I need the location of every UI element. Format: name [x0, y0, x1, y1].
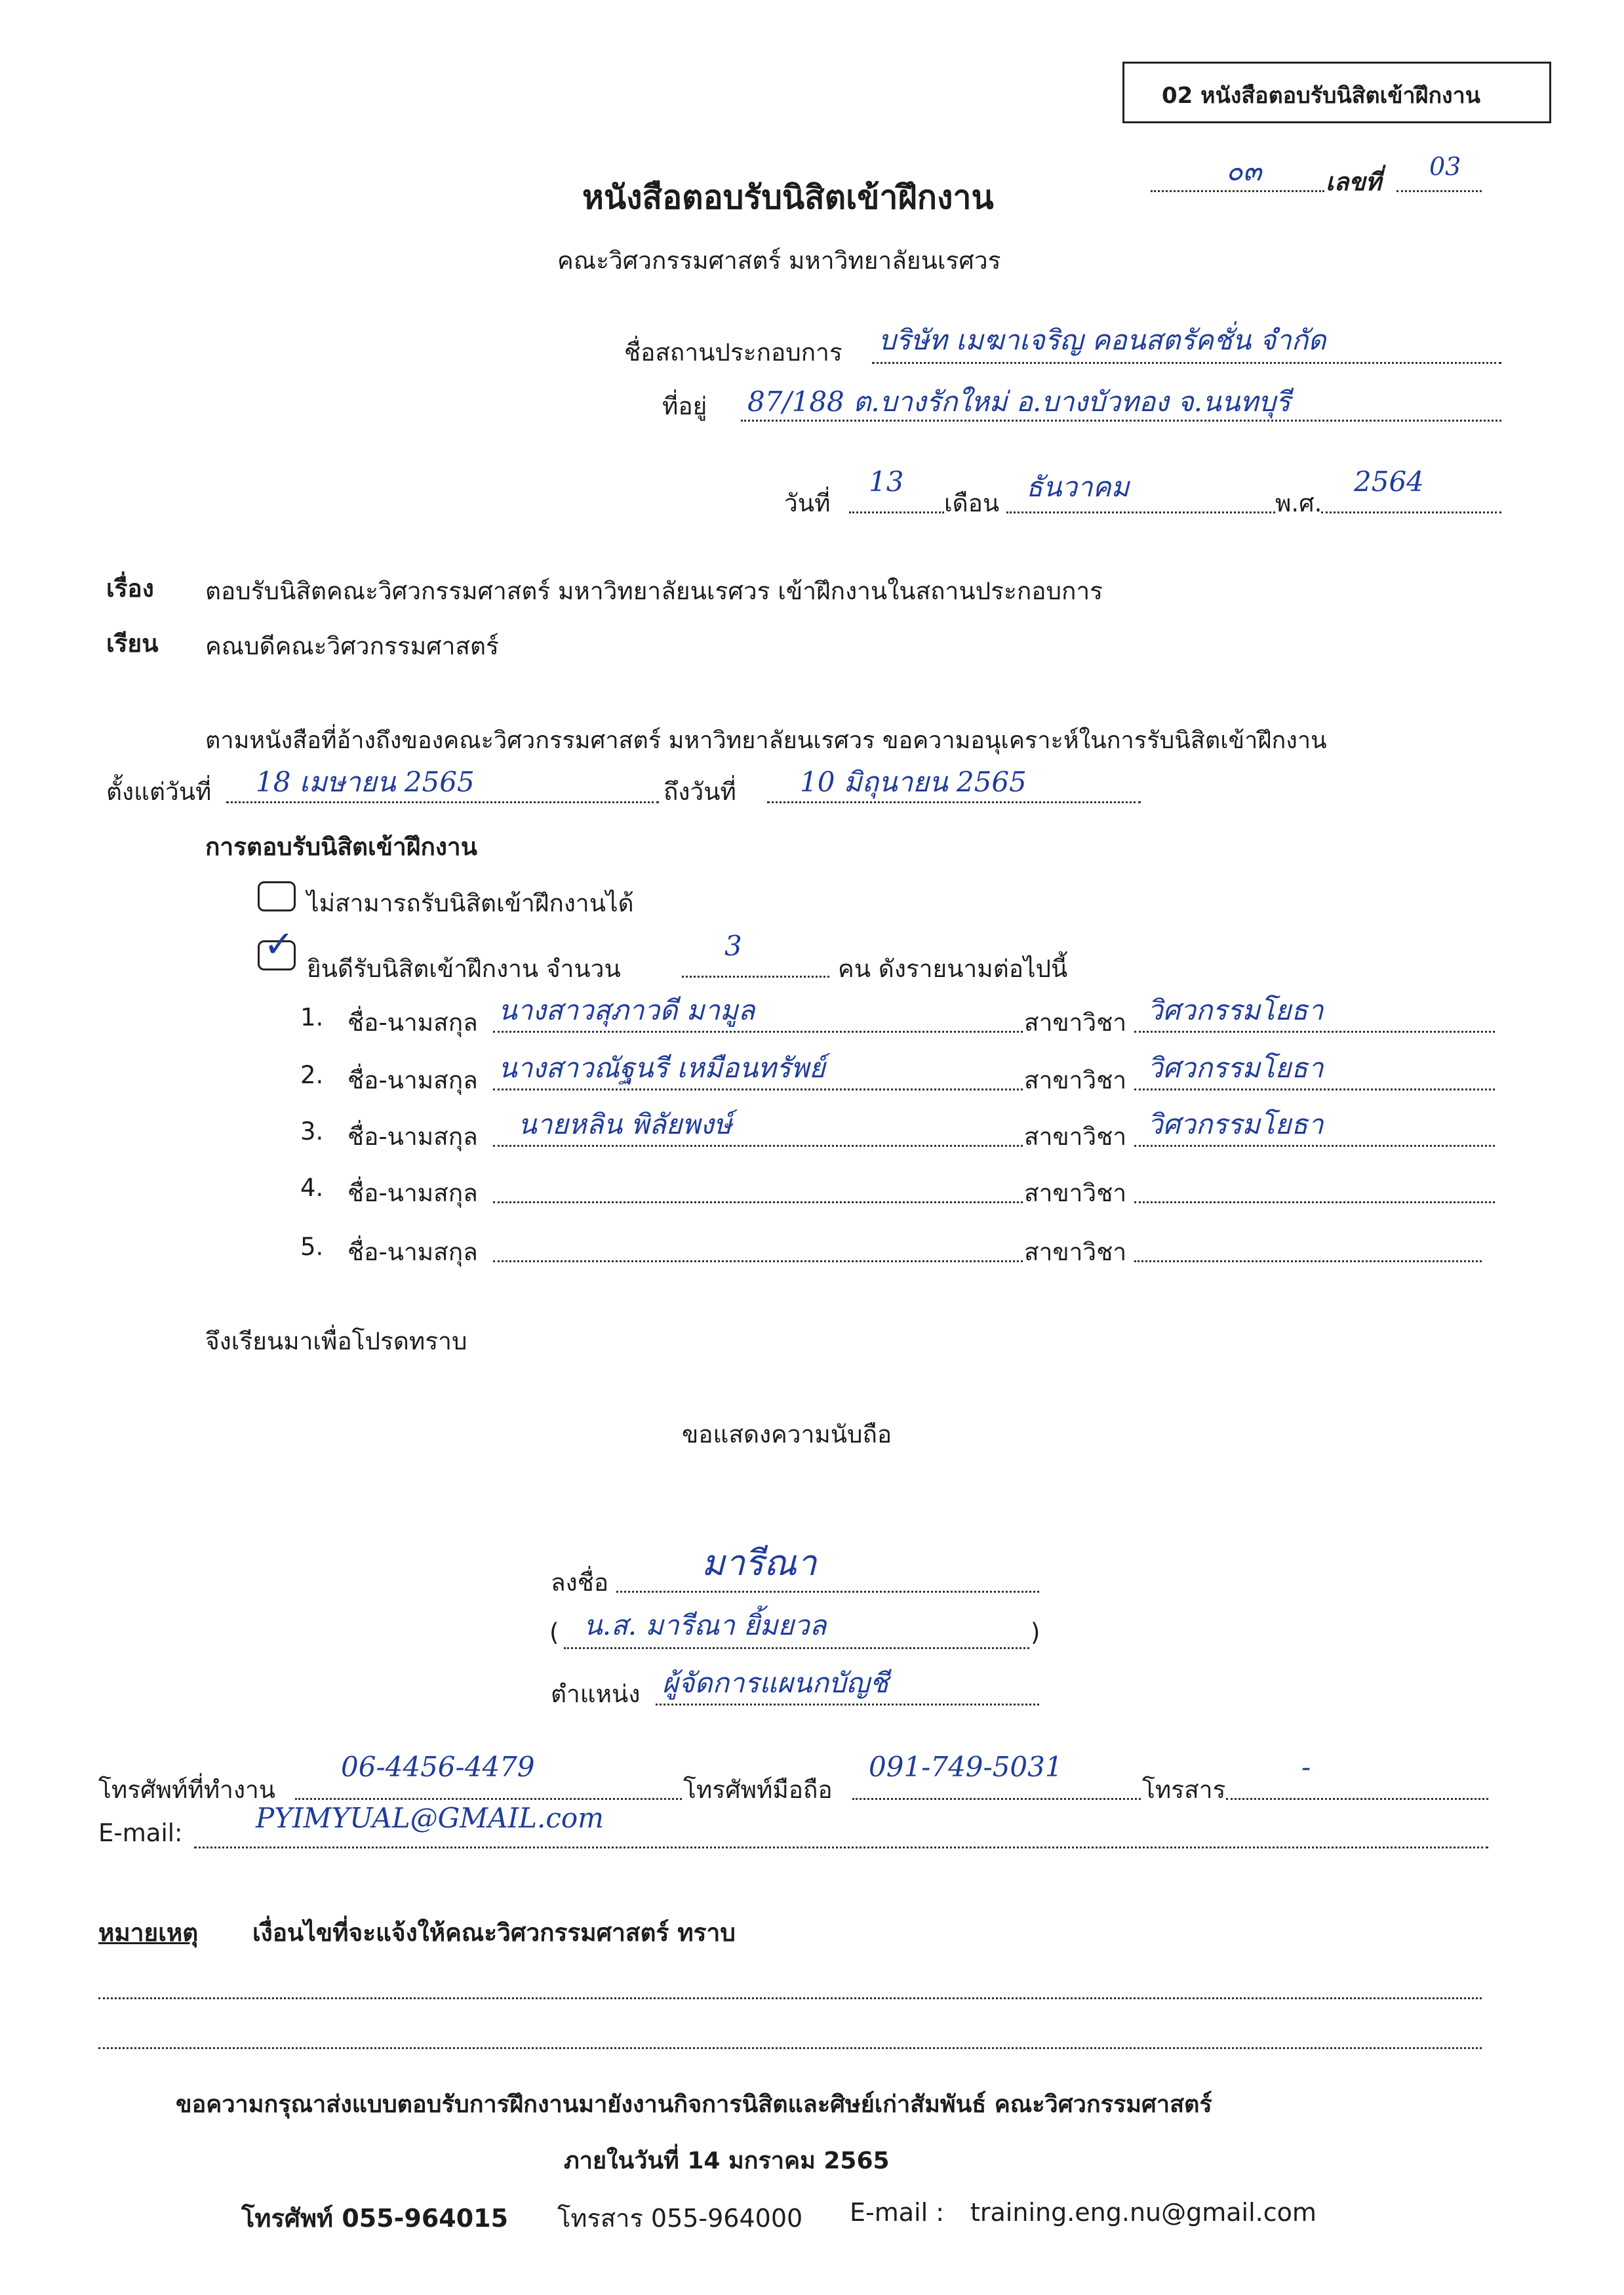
sign-name-line	[564, 1647, 1029, 1649]
doc-number-label: เลขที่	[1326, 168, 1382, 196]
student-num: 5.	[300, 1233, 324, 1261]
address-value: 87/188 ต.บางรักใหม่ อ.บางบัวทอง จ.นนทบุรี	[747, 386, 1291, 418]
student-name-line	[493, 1260, 1023, 1262]
signer-name: น.ส. มารีณา ยิ้มยวล	[584, 1609, 827, 1641]
student-major: วิศวกรรมโยธา	[1147, 994, 1324, 1026]
student-major: วิศวกรรมโยธา	[1147, 1108, 1324, 1140]
student-name-label: ชื่อ-นามสกุล	[347, 1066, 478, 1094]
date-month-label: เดือน	[944, 489, 1000, 517]
period-to: 10 มิถุนายน 2565	[800, 766, 1027, 798]
student-major-label: สาขาวิชา	[1024, 1179, 1127, 1207]
note-label: หมายเหตุ	[98, 1919, 199, 1947]
period-from-label: ตั้งแต่วันที่	[106, 778, 212, 806]
student-name: นางสาวสุภาวดี มามูล	[498, 994, 755, 1026]
signature: มารีณา	[702, 1542, 817, 1584]
footer-phone: โทรศัพท์ 055-964015	[241, 2204, 509, 2233]
date-year-label: พ.ศ.	[1275, 489, 1322, 517]
closing-text: จึงเรียนมาเพื่อโปรดทราบ	[205, 1327, 467, 1355]
student-num: 1.	[300, 1003, 324, 1031]
doc-prefix: ๐๓	[1226, 155, 1262, 187]
student-major-label: สาขาวิชา	[1024, 1008, 1127, 1037]
company-label: ชื่อสถานประกอบการ	[624, 338, 842, 367]
email-line	[194, 1846, 1488, 1848]
note-line-2	[98, 2047, 1482, 2049]
accept-count-line	[682, 976, 829, 978]
accept-suffix: คน ดังรายนามต่อไปนี้	[838, 955, 1068, 983]
mobile-line	[852, 1798, 1141, 1800]
page-subtitle: คณะวิศวกรรมศาสตร์ มหาวิทยาลัยนเรศวร	[557, 247, 1001, 275]
response-heading: การตอบรับนิสิตเข้าฝึกงาน	[205, 833, 477, 861]
footer-line-2: ภายในวันที่ 14 มกราคม 2565	[564, 2147, 890, 2174]
position-label: ตำแหน่ง	[551, 1680, 641, 1708]
page-title: หนังสือตอบรับนิสิตเข้าฝึกงาน	[582, 178, 994, 216]
mobile-label: โทรศัพท์มือถือ	[683, 1776, 833, 1804]
student-name-label: ชื่อ-นามสกุล	[347, 1123, 478, 1151]
student-major-line	[1134, 1260, 1482, 1262]
note-line-1	[98, 1997, 1482, 1999]
company-line	[872, 362, 1501, 364]
body-text: ตามหนังสือที่อ้างถึงของคณะวิศวกรรมศาสตร์ มหาวิทยาลัยนเรศวร ขอความอนุเคราะห์ในการรับนิสิตเข้าฝึกงาน	[205, 727, 1327, 754]
work-phone-line	[295, 1798, 682, 1800]
regards-text: ขอแสดงความนับถือ	[682, 1420, 892, 1448]
date-day-label: วันที่	[784, 489, 831, 517]
doc-number: 03	[1429, 152, 1461, 181]
sign-paren-open: (	[549, 1618, 559, 1646]
footer-email-label: E-mail :	[850, 2198, 945, 2227]
date-month-line	[1006, 511, 1275, 513]
sign-label: ลงชื่อ	[551, 1568, 609, 1597]
date-year: 2564	[1354, 466, 1424, 498]
reject-label: ไม่สามารถรับนิสิตเข้าฝึกงานได้	[307, 889, 634, 917]
reject-checkbox[interactable]	[258, 881, 296, 911]
student-major-label: สาขาวิชา	[1024, 1123, 1127, 1151]
email: PYIMYUAL@GMAIL.com	[256, 1802, 604, 1834]
footer-email: training.eng.nu@gmail.com	[970, 2198, 1317, 2227]
fax-label: โทรสาร	[1142, 1776, 1226, 1804]
date-day-line	[849, 511, 944, 513]
doc-number-line	[1396, 190, 1482, 192]
student-name: นายหลิน พิลัยพงษ์	[518, 1108, 732, 1140]
period-to-label: ถึงวันที่	[663, 778, 736, 806]
date-year-line	[1321, 511, 1501, 513]
accept-check-mark: ✓	[264, 923, 294, 966]
date-day: 13	[869, 466, 904, 498]
subject-label: เรื่อง	[106, 574, 154, 603]
to-label: เรียน	[106, 629, 159, 658]
student-num: 3.	[300, 1117, 324, 1146]
student-name: นางสาวณัฐนรี เหมือนทรัพย์	[498, 1052, 825, 1084]
position-value: ผู้จัดการแผนกบัญชี	[662, 1667, 888, 1699]
footer-line-1: ขอความกรุณาส่งแบบตอบรับการฝึกงานมายังงานกิจการนิสิตและศิษย์เก่าสัมพันธ์ คณะวิศวกรรมศาสตร์	[176, 2091, 1212, 2118]
sign-line	[616, 1591, 1039, 1593]
sign-paren-close: )	[1031, 1618, 1040, 1646]
to-text: คณบดีคณะวิศวกรรมศาสตร์	[205, 632, 499, 660]
date-month: ธันวาคม	[1026, 471, 1130, 503]
student-name-label: ชื่อ-นามสกุล	[347, 1238, 478, 1266]
student-num: 4.	[300, 1174, 324, 1202]
student-name-label: ชื่อ-นามสกุล	[347, 1008, 478, 1037]
student-num: 2.	[300, 1061, 324, 1089]
form-code: 02 หนังสือตอบรับนิสิตเข้าฝึกงาน	[1162, 83, 1480, 109]
fax-line	[1226, 1798, 1488, 1800]
period-from: 18 เมษายน 2565	[256, 766, 475, 798]
work-phone-label: โทรศัพท์ที่ทำงาน	[98, 1776, 276, 1804]
mobile: 091-749-5031	[869, 1751, 1063, 1783]
work-phone: 06-4456-4479	[341, 1751, 535, 1783]
accept-count: 3	[724, 930, 742, 962]
note-text: เงื่อนไขที่จะแจ้งให้คณะวิศวกรรมศาสตร์ ทราบ	[252, 1919, 736, 1947]
email-label: E-mail:	[98, 1819, 183, 1847]
student-major-label: สาขาวิชา	[1024, 1066, 1127, 1094]
student-name-label: ชื่อ-นามสกุล	[347, 1179, 478, 1207]
student-major-label: สาขาวิชา	[1024, 1238, 1127, 1266]
student-major-line	[1134, 1201, 1495, 1203]
subject-text: ตอบรับนิสิตคณะวิศวกรรมศาสตร์ มหาวิทยาลัยนเรศวร เข้าฝึกงานในสถานประกอบการ	[205, 577, 1103, 605]
student-major: วิศวกรรมโยธา	[1147, 1052, 1324, 1084]
student-name-line	[493, 1201, 1023, 1203]
company-name: บริษัท เมฆาเจริญ คอนสตรัคชั่น จำกัด	[879, 324, 1326, 356]
footer-fax: โทรสาร 055-964000	[557, 2204, 803, 2233]
accept-label: ยินดีรับนิสิตเข้าฝึกงาน จำนวน	[307, 955, 621, 983]
fax: -	[1301, 1751, 1311, 1783]
address-label: ที่อยู่	[662, 392, 707, 420]
